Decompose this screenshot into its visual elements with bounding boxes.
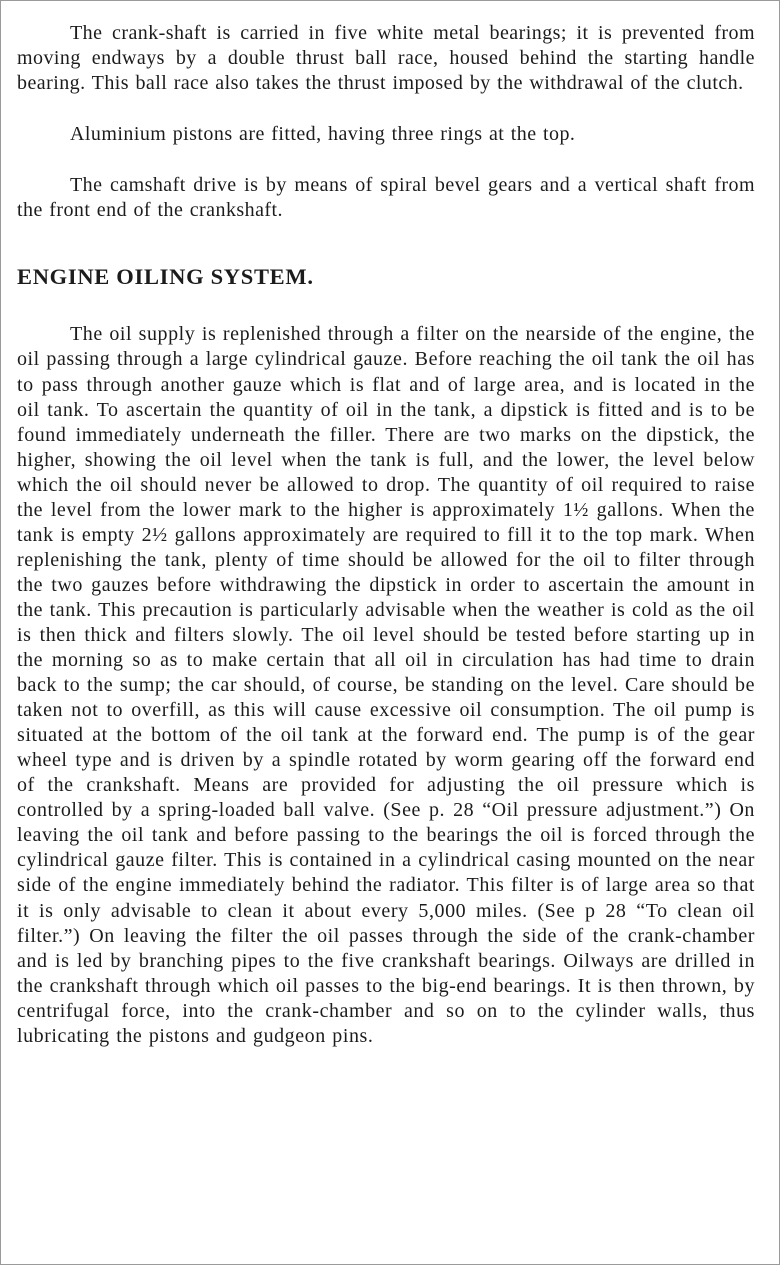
paragraph-crankshaft-bearings: The crank-shaft is carried in five white metal bearings; it is prevented from moving endways by a double thrust ball race, housed behind the starting handle bearing. This ball race also takes the thrust imposed by the withdrawal of the clutch. xyxy=(17,22,755,94)
paragraph-pistons: Aluminium pistons are fitted, having three rings at the top. xyxy=(70,122,576,145)
paragraph-oiling-system: The oil supply is replenished through a filter on the nearside of the engine, the oil passing through a large cylindrical gauze. Before reaching the oil tank the oil has to pass through another gauze which is flat and of large area, and is located in the oil tank. To ascertain the quantity of oil in the tank, a dipstick is fitted and is to be found immediately underneath the filler. There are two marks on the dipstick, the higher, showing the oil level when the tank is full, and the lower, the level below which the oil should never be allowed to drop. The quantity of oil required to raise the level from the lower mark to the higher is approximately 1½ gallons. When the tank is empty 2½ gallons approximately are required to fill it to the top mark. When replenishing the tank, plenty of time should be allowed for the oil to filter through the two gauzes before withdrawing the dipstick in order to ascertain the amount in the tank. This precaution is particularly advisable when the weather is cold as the oil is then thick and filters slowly. The oil level should be tested before starting up in the morning so as to make certain that all oil in circulation has had time to drain back to the sump; the car should, of course, be standing on the level. Care should be taken not to overfill, as this will cause excessive oil consumption. The oil pump is situated at the bottom of the oil tank at the forward end. The pump is of the gear wheel type and is driven by a spindle rotated by worm gearing off the forward end of the crankshaft. Means are provided for adjusting the oil pressure which is controlled by a spring-loaded ball valve. (See p. 28 “Oil pressure adjustment.”) On leaving the oil tank and before passing to the bearings the oil is forced through the cylindrical gauze filter. This is contained in a cylindrical casing mounted on the near side of the engine immediately behind the radiator. This filter is of large area so that it is only advisable to clean it about every 5,000 miles. (See p 28 “To clean oil filter.”) On leaving the filter the oil passes through the side of the crank-chamber and is led by branching pipes to the five crankshaft bearings. Oilways are drilled in the crankshaft through which oil passes to the big-end bearings. It is then thrown, by centrifugal force, into the crank-chamber and so on to the cylinder walls, thus lubricating the pistons and gudgeon pins. xyxy=(17,323,755,1047)
paragraph-camshaft-drive: The camshaft drive is by means of spiral bevel gears and a vertical shaft from the front end of the crankshaft. xyxy=(17,173,755,221)
section-heading: ENGINE OILING SYSTEM. xyxy=(17,264,314,290)
